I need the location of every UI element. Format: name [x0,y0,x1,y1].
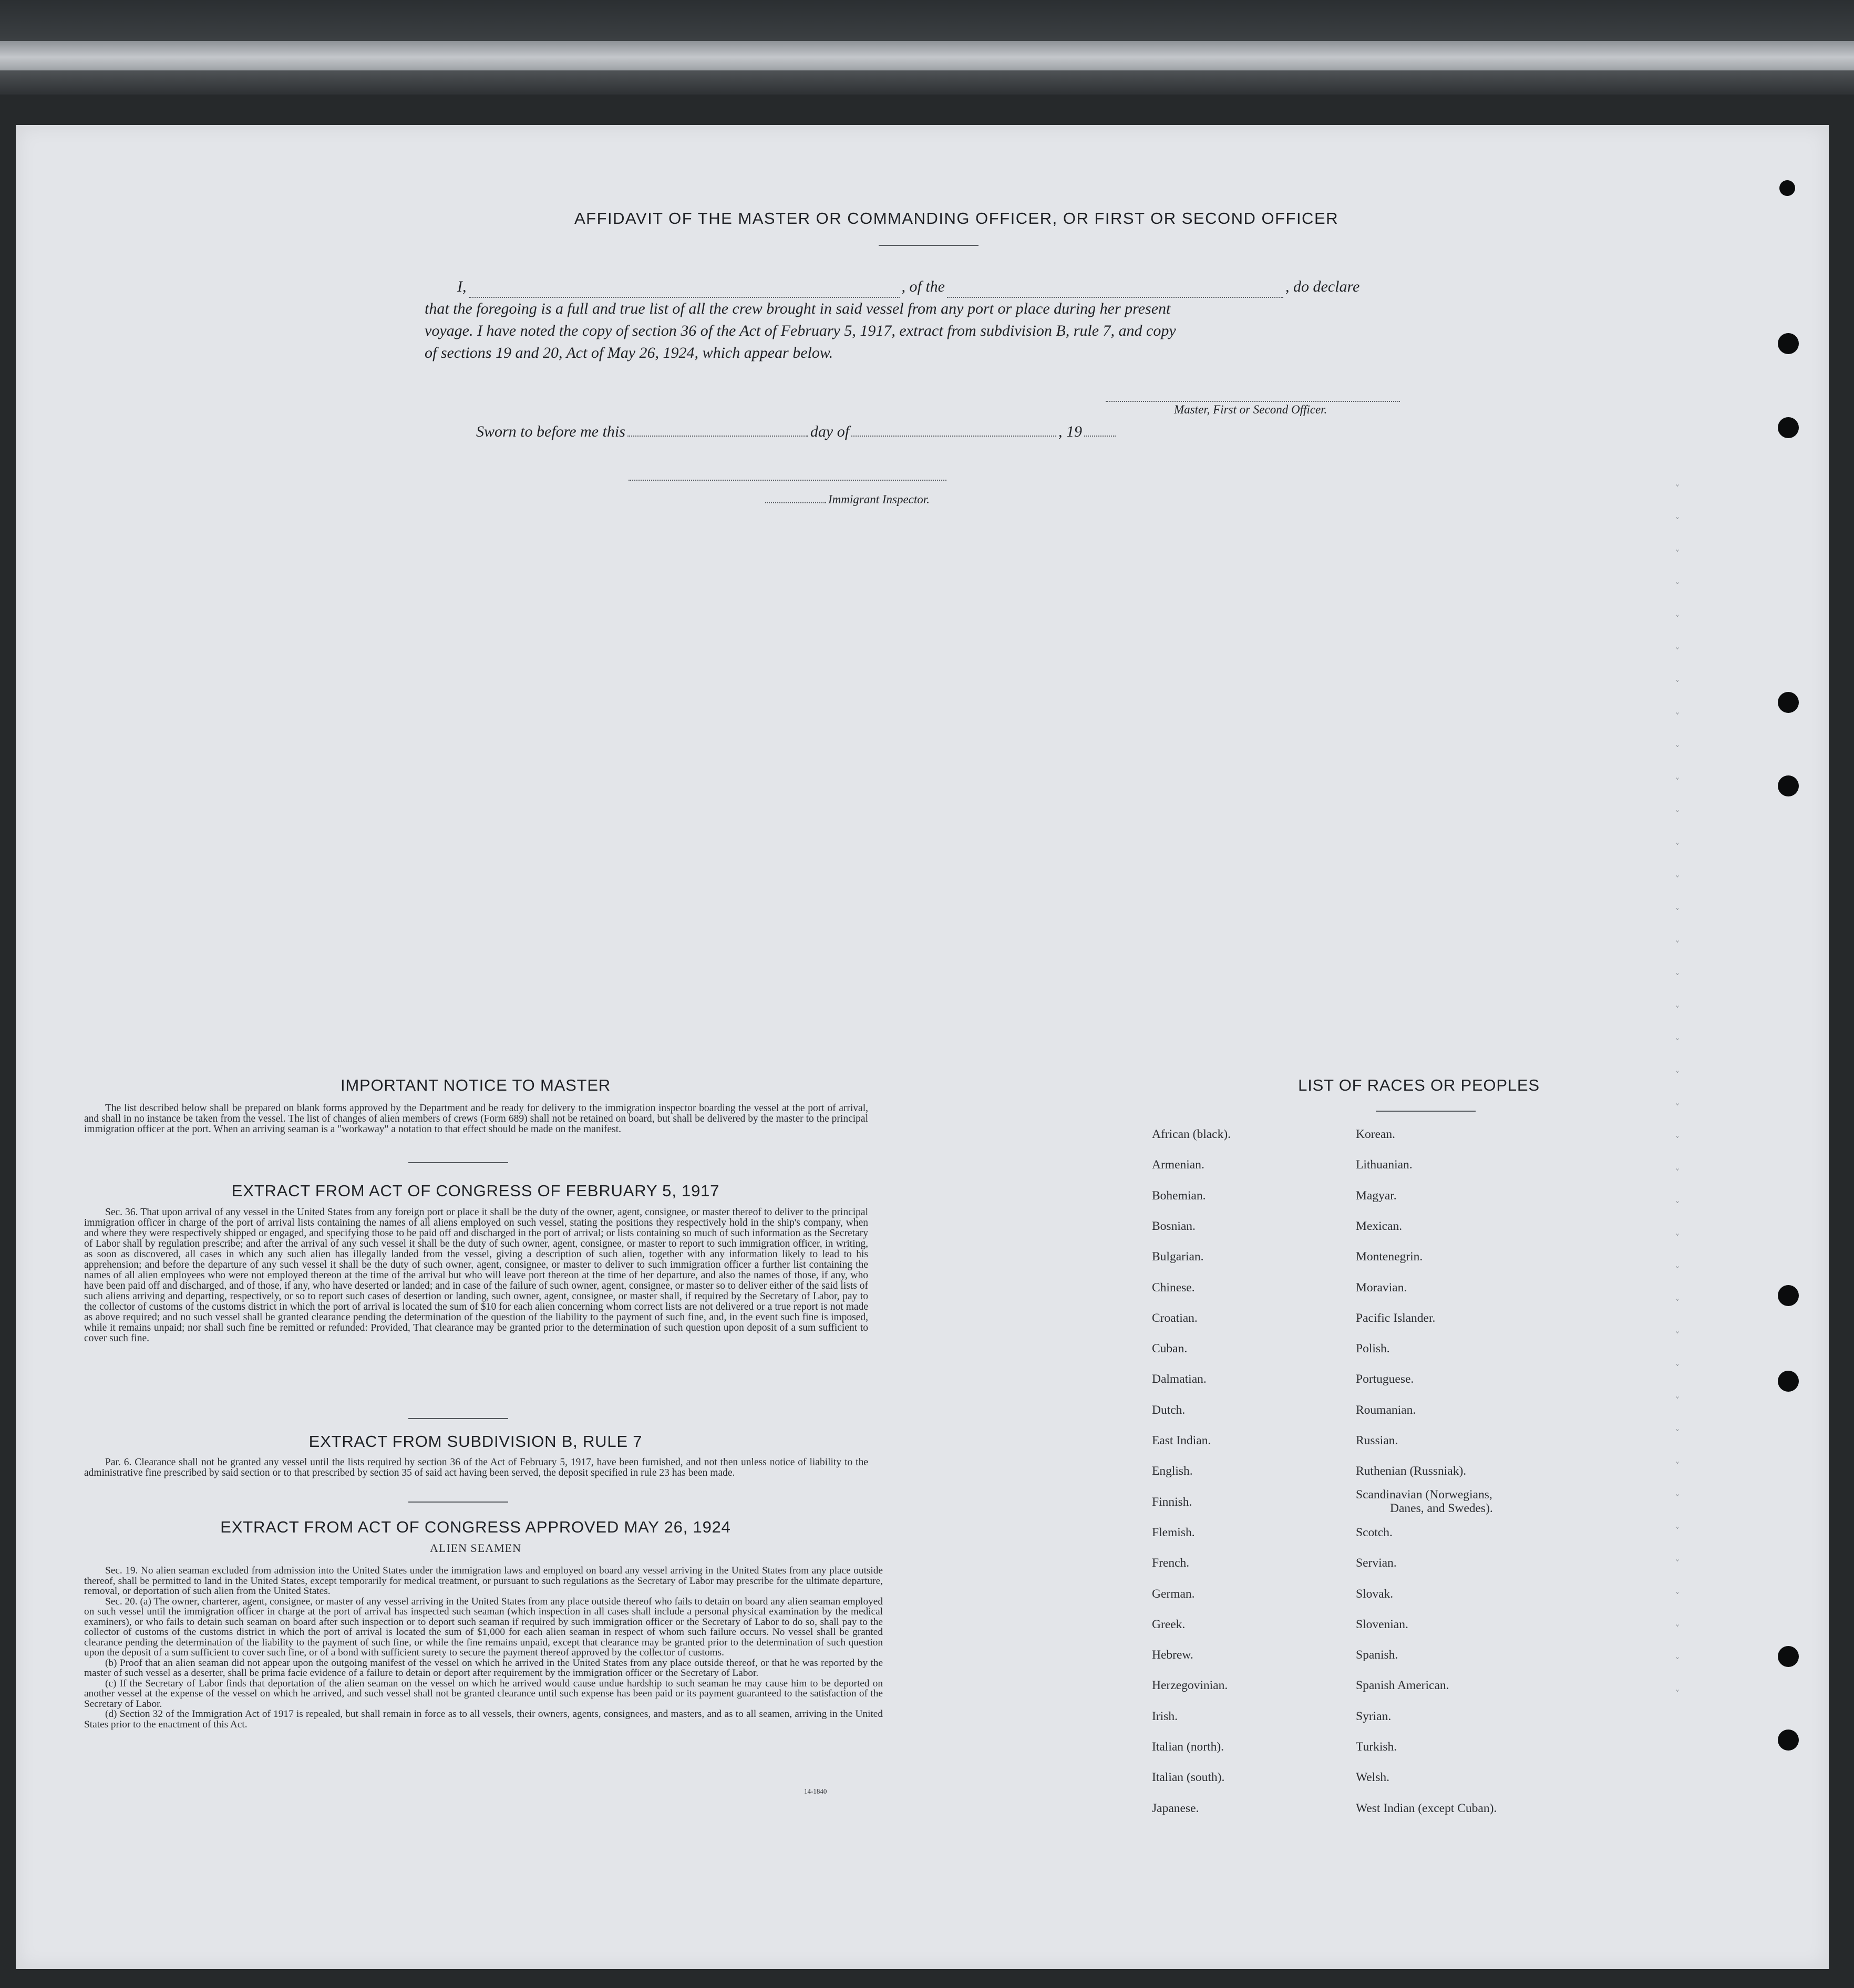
inspector-signature-line[interactable] [629,480,946,481]
margin-tick-mark: ˅ [1675,1037,1680,1047]
race-item: Mexican. [1356,1219,1403,1233]
margin-tick-mark: ˅ [1675,548,1680,558]
race-item: Magyar. [1356,1188,1397,1203]
race-item: Russian. [1356,1434,1398,1447]
inspector-caption [763,493,930,506]
notice-text [84,1103,868,1135]
race-item: Korean. [1356,1127,1396,1141]
extract-1917-rule [408,1418,508,1419]
margin-tick-mark: ˅ [1675,874,1680,884]
race-item: African (black). [1152,1127,1231,1141]
race-item: Hebrew. [1152,1648,1193,1662]
affidavit-line-4: of sections 19 and 20, Act of May 26, 1924, which appear below. [425,344,833,361]
margin-tick-mark: ˅ [1675,1167,1680,1177]
binder-hole [1778,1285,1799,1306]
affidavit-body [425,276,1439,364]
section-19-paragraph: Sec. 19. No alien seaman excluded from admission into the United States under the immigration laws and employed on board any vessel arriving in the United States from any place outside thereof, shall be permitted to land in the United States, except temporarily for medical treatment, or pursuant to such regulations as the Secretary of Labor may prescribe for the ultimate departure, removal, or deportation of such alien from the United States. [84,1565,883,1597]
rule7-title: EXTRACT FROM SUBDIVISION B, RULE 7 [308,1432,643,1451]
race-item: East Indian. [1152,1434,1211,1447]
margin-tick-mark: ˅ [1675,646,1680,656]
binder-hole [1778,1646,1799,1667]
race-item: Spanish. [1356,1648,1398,1662]
extract-1924-text [84,1566,883,1730]
binder-hole [1778,333,1799,354]
race-item: Armenian. [1152,1158,1204,1172]
binder-hole [1778,1371,1799,1392]
master-signature-line[interactable] [1106,401,1400,402]
affidavit-do-declare: , do declare [1285,278,1360,295]
vessel-blank[interactable] [947,283,1283,298]
margin-tick-mark: ˅ [1675,809,1680,819]
race-item: Moravian. [1356,1280,1407,1295]
race-item: German. [1152,1587,1195,1601]
margin-tick-mark: ˅ [1675,1656,1680,1666]
binder-hole [1778,1730,1799,1751]
race-item: Italian (north). [1152,1740,1224,1754]
race-item: French. [1152,1556,1190,1570]
extract-1924-title: EXTRACT FROM ACT OF CONGRESS APPROVED MAY 26, 1924 [220,1518,731,1536]
section-20c-paragraph: (c) If the Secretary of Labor finds that deportation of the alien seaman on the vessel on which he arrived would cause undue hardship to such seaman he may cause him to be deported on another vessel at the expense of the vessel on which he arrived, and such vessel shall not be granted clearance until such expense has been paid or its payment guaranteed to the satisfaction of the Secretary of Labor. [84,1678,883,1710]
margin-tick-mark: ˅ [1675,1102,1680,1112]
margin-tick-mark: ˅ [1675,679,1680,689]
race-item: Pacific Islander. [1356,1311,1436,1325]
margin-tick-mark: ˅ [1675,1330,1680,1340]
race-item: Bulgarian. [1152,1250,1204,1264]
sworn-text: Sworn to before me this [476,423,625,440]
inspector-caption-text: Immigrant Inspector. [828,493,930,506]
margin-tick-mark: ˅ [1675,1591,1680,1601]
race-item: Japanese. [1152,1801,1199,1815]
affidavit-line-1 [425,276,1439,298]
margin-tick-mark: ˅ [1675,1623,1680,1633]
margin-tick-mark: ˅ [1675,1005,1680,1014]
race-item: Italian (south). [1152,1770,1225,1785]
margin-tick-mark: ˅ [1675,776,1680,786]
race-item: Dutch. [1152,1403,1186,1417]
affidavit-line-2: that the foregoing is a full and true list of all the crew brought in said vessel from any port or place during her present [425,300,1171,317]
race-item: Herzegovinian. [1152,1679,1228,1693]
race-item: Scandinavian (Norwegians, [1356,1487,1492,1502]
extract-1917-title: EXTRACT FROM ACT OF CONGRESS OF FEBRUARY 5, 1917 [231,1182,720,1200]
section-36-paragraph: Sec. 36. That upon arrival of any vessel in the United States from any foreign port or place it shall be the duty of the owner, agent, consignee, or master thereof to deliver to the principal immigration officer in charge of the port of arrival lists containing the names of all aliens employed on such vessel, stating the positions they respectively hold in the ship's company, when and where they were respectively shipped or engaged, and specifying those to be paid off and discharged in the port of arrival; or lists containing so much of such information as the Secretary of Labor shall by regulation prescribe; and after the arrival of any such vessel it shall be the duty of such owner, agent, consignee, or master to report to such immigration officer, in writing, as soon as discovered, all cases in which any such alien has illegally landed from the vessel, giving a description of such alien, together with any information likely to lead to his apprehension; and before the departure of any such vessel it shall be the duty of such owner, agent, consignee, or master to deliver to such immigration officer a further list containing the names of all alien employees who were not employed thereon at the time of the arrival but who will leave port thereon at the time of her departure, and also the names of those, if any, who have been paid off and discharged, and of those, if any, who have deserted or landed; and in case of the failure of such owner, agent, consignee, or master so to deliver either of the said lists of such aliens arriving and departing, respectively, or so to report such cases of desertion or landing, such owner, agent, consignee, or master shall, if required by the Secretary of Labor, pay to the collector of customs of the customs district in which the port of arrival is located the sum of $10 for each alien concerning whom correct lists are not delivered or a true report is not made as above required; and no such vessel shall be granted clearance pending the determination of the question of the liability to the payment of such fine, and, in the event such fine is imposed, while it remains unpaid; nor shall such fine be remitted or refunded: Provided, That clearance may be granted prior to the determination of such question upon deposit of a sum sufficient to cover such fine. [84,1207,868,1344]
rule7-paragraph: Par. 6. Clearance shall not be granted any vessel until the lists required by section 36 of the Act of February 5, 1917, have been furnished, and not then unless notice of liability to the administrative fine prescribed by said section or to that prescribed by section 35 of said act having been served, the deposit specified in rule 23 has been made. [84,1457,868,1478]
margin-tick-mark: ˅ [1675,1265,1680,1275]
section-20b-paragraph: (b) Proof that an alien seaman did not appear upon the outgoing manifest of the vessel on which he arrived in the United States from any place outside thereof, or that he was reported by the master of such vessel as a deserter, shall be prima facie evidence of a failure to detain or deport after requirement by the immigration officer or the Secretary of Labor. [84,1657,883,1679]
race-item: Cuban. [1152,1342,1188,1356]
race-item: Dalmatian. [1152,1372,1207,1386]
sworn-label [476,422,1118,441]
margin-tick-mark: ˅ [1675,1689,1680,1699]
section-20a-paragraph: Sec. 20. (a) The owner, charterer, agent, consignee, or master of any vessel arriving in the United States from any place outside thereof who fails to detain on board any alien seaman employed on such vessel until the immigration officer in charge at the port of arrival has inspected such seaman (which inspection in all cases shall include a personal physical examination by the medical examiners), or who fails to detain such seaman on board after such inspection or to deport such seaman if required by such immigration officer or the Secretary of Labor to do so, shall pay to the collector of customs of the customs district in which the port of arrival is located the sum of $1,000 for each alien seaman in respect of whom such failure occurs. No vessel shall be granted clearance pending the determination of the liability to the payment of such fine, or while the fine remains unpaid, except that clearance may be granted prior to the determination of such question upon the deposit of a sum sufficient to cover such fine, or of a bond with sufficient surety to secure the payment thereof approved by the collector of customs. [84,1596,883,1658]
race-item: Irish. [1152,1709,1178,1723]
margin-tick-mark: ˅ [1675,907,1680,917]
margin-tick-mark: ˅ [1675,1395,1680,1405]
race-item: Croatian. [1152,1311,1198,1325]
margin-tick-mark: ˅ [1675,581,1680,591]
margin-tick-mark: ˅ [1675,1493,1680,1503]
sworn-day-blank[interactable] [627,422,808,437]
race-item: Roumanian. [1356,1403,1416,1417]
year-prefix: , 19 [1058,423,1083,440]
section-20d-paragraph: (d) Section 32 of the Immigration Act of 1917 is repealed, but shall remain in force as to all vessels, their owners, agents, consignees, and masters, and as to all seamen, arriving in the United States prior to the enactment of this Act. [84,1709,883,1730]
affidavit-of-the: , of the [901,278,945,295]
sworn-month-blank[interactable] [851,422,1056,437]
race-item: West Indian (except Cuban). [1356,1801,1497,1815]
race-item: Welsh. [1356,1770,1390,1785]
margin-tick-mark: ˅ [1675,1135,1680,1145]
margin-tick-mark: ˅ [1675,614,1680,624]
margin-tick-mark: ˅ [1675,1363,1680,1373]
margin-tick-mark: ˅ [1675,842,1680,852]
affidavit-line-3: voyage. I have noted the copy of section 36 of the Act of February 5, 1917, extract from subdivision B, rule 7, and copy [425,322,1176,339]
margin-tick-mark: ˅ [1675,1298,1680,1308]
rule7-rule [408,1502,508,1503]
race-item: Lithuanian. [1356,1158,1413,1172]
notice-title: IMPORTANT NOTICE TO MASTER [341,1076,611,1094]
race-item: Bosnian. [1152,1219,1196,1233]
margin-tick-mark: ˅ [1675,1200,1680,1210]
race-item: Slovak. [1356,1587,1394,1601]
notice-paragraph: The list described below shall be prepared on blank forms approved by the Department and be ready for delivery to the immigration inspector boarding the vessel at the port of arrival, and shall in no instance be taken from the vessel. The list of changes of alien members of crews (Form 689) shall not be retained on board, but shall be delivered by the master to the principal immigration officer at the port. When an arriving seaman is a "workaway" a notation to that effect should be made on the manifest. [84,1103,868,1135]
sworn-year-blank[interactable] [1084,422,1116,437]
race-item: Greek. [1152,1617,1186,1631]
race-item: Scotch. [1356,1525,1393,1539]
race-item: Chinese. [1152,1280,1195,1295]
name-blank[interactable] [469,283,900,298]
race-item: Spanish American. [1356,1679,1449,1693]
rule7-text [84,1457,868,1478]
margin-tick-mark: ˅ [1675,1526,1680,1536]
margin-tick-mark: ˅ [1675,483,1680,493]
race-item: Portuguese. [1356,1372,1414,1386]
race-item-continuation: Danes, and Swedes). [1390,1501,1493,1515]
inspector-prefix-blank [765,493,826,503]
binder-hole [1778,775,1799,796]
affidavit-i: I, [457,278,467,295]
alien-seamen-subtitle: ALIEN SEAMEN [430,1541,521,1555]
race-item: English. [1152,1464,1193,1478]
margin-tick-mark: ˅ [1675,1461,1680,1471]
binder-hole [1778,692,1799,713]
margin-tick-mark: ˅ [1675,516,1680,526]
race-item: Ruthenian (Russniak). [1356,1464,1467,1478]
affidavit-title-rule [879,245,978,246]
binder-hole [1779,180,1795,196]
scan-edge-strip [0,41,1854,70]
day-of-text: day of [810,423,850,440]
margin-tick-mark: ˅ [1675,744,1680,754]
form-number: 14-1840 [804,1787,827,1795]
races-title-rule [1376,1111,1476,1112]
margin-tick-mark: ˅ [1675,1070,1680,1080]
margin-tick-mark: ˅ [1675,1558,1680,1568]
race-item: Finnish. [1152,1495,1192,1509]
race-item: Servian. [1356,1556,1397,1570]
margin-tick-mark: ˅ [1675,972,1680,982]
race-item: Syrian. [1356,1709,1392,1723]
margin-tick-mark: ˅ [1675,711,1680,721]
margin-tick-mark: ˅ [1675,1428,1680,1438]
affidavit-title: AFFIDAVIT OF THE MASTER OR COMMANDING OFFICER, OR FIRST OR SECOND OFFICER [574,209,1339,227]
master-caption: Master, First or Second Officer. [1174,403,1327,416]
race-item: Turkish. [1356,1740,1397,1754]
race-item: Polish. [1356,1342,1390,1356]
races-title: LIST OF RACES OR PEOPLES [1298,1076,1540,1094]
margin-tick-mark: ˅ [1675,939,1680,949]
race-item: Slovenian. [1356,1617,1408,1631]
race-item: Flemish. [1152,1525,1195,1539]
binder-hole [1778,417,1799,438]
race-item: Montenegrin. [1356,1250,1423,1264]
margin-tick-mark: ˅ [1675,1233,1680,1242]
race-item: Bohemian. [1152,1188,1206,1203]
notice-rule [408,1162,508,1163]
extract-1917-text [84,1207,868,1344]
